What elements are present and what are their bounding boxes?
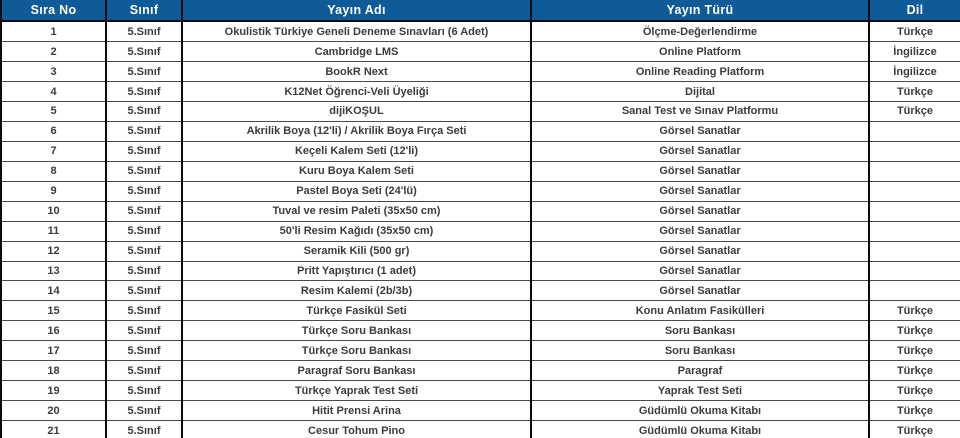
table-row [1, 421, 960, 438]
cell-sinif: 5.Sınıf [106, 221, 182, 241]
cell-yayin-turu: Görsel Sanatlar [531, 121, 869, 141]
table-row [1, 62, 960, 82]
cell-sinif: 5.Sınıf [106, 361, 182, 381]
cell-dil [869, 121, 960, 141]
table-row [1, 321, 960, 341]
cell-dil [869, 261, 960, 281]
cell-sira-no: 1 [1, 21, 106, 42]
cell-yayin-adi: Okulistik Türkiye Geneli Deneme Sınavları (6 Adet) [182, 21, 531, 42]
cell-yayin-turu: Dijital [531, 82, 869, 102]
column-header-sira-no: Sıra No [1, 0, 106, 21]
cell-sinif: 5.Sınıf [106, 161, 182, 181]
cell-dil: Türkçe [869, 82, 960, 102]
cell-sira-no: 11 [1, 221, 106, 241]
cell-sira-no: 13 [1, 261, 106, 281]
table-head [1, 0, 960, 21]
cell-yayin-adi: Kuru Boya Kalem Seti [182, 161, 531, 181]
cell-sinif: 5.Sınıf [106, 241, 182, 261]
table-row [1, 261, 960, 281]
table-row [1, 42, 960, 62]
cell-yayin-adi: Akrilik Boya (12'li) / Akrilik Boya Fırça Seti [182, 121, 531, 141]
cell-sira-no: 17 [1, 341, 106, 361]
cell-yayin-turu: Soru Bankası [531, 321, 869, 341]
cell-dil: Türkçe [869, 361, 960, 381]
cell-sira-no: 10 [1, 201, 106, 221]
cell-yayin-turu: Güdümlü Okuma Kitabı [531, 421, 869, 438]
table-row [1, 341, 960, 361]
cell-dil [869, 221, 960, 241]
cell-dil: Türkçe [869, 381, 960, 401]
cell-sinif: 5.Sınıf [106, 141, 182, 161]
cell-yayin-adi: dijiKOŞUL [182, 102, 531, 122]
cell-yayin-turu: Konu Anlatım Fasikülleri [531, 301, 869, 321]
cell-yayin-turu: Yaprak Test Seti [531, 381, 869, 401]
cell-sira-no: 21 [1, 421, 106, 438]
cell-sira-no: 16 [1, 321, 106, 341]
header-row [1, 0, 960, 21]
cell-sinif: 5.Sınıf [106, 261, 182, 281]
cell-yayin-turu: Online Platform [531, 42, 869, 62]
cell-yayin-adi: Pritt Yapıştırıcı (1 adet) [182, 261, 531, 281]
cell-sinif: 5.Sınıf [106, 102, 182, 122]
cell-yayin-adi: Türkçe Yaprak Test Seti [182, 381, 531, 401]
cell-sira-no: 6 [1, 121, 106, 141]
cell-dil: İngilizce [869, 42, 960, 62]
table-body [1, 21, 960, 438]
cell-dil [869, 181, 960, 201]
cell-yayin-adi: 50'li Resim Kağıdı (35x50 cm) [182, 221, 531, 241]
cell-sinif: 5.Sınıf [106, 341, 182, 361]
cell-sinif: 5.Sınıf [106, 321, 182, 341]
cell-sira-no: 9 [1, 181, 106, 201]
cell-yayin-adi: Resim Kalemi (2b/3b) [182, 281, 531, 301]
cell-sinif: 5.Sınıf [106, 21, 182, 42]
cell-yayin-turu: Güdümlü Okuma Kitabı [531, 401, 869, 421]
cell-sinif: 5.Sınıf [106, 62, 182, 82]
cell-sinif: 5.Sınıf [106, 201, 182, 221]
cell-yayin-turu: Görsel Sanatlar [531, 281, 869, 301]
cell-sira-no: 8 [1, 161, 106, 181]
table-row [1, 141, 960, 161]
cell-yayin-turu: Sanal Test ve Sınav Platformu [531, 102, 869, 122]
cell-sira-no: 4 [1, 82, 106, 102]
column-header-sinif: Sınıf [106, 0, 182, 21]
cell-yayin-adi: BookR Next [182, 62, 531, 82]
cell-sira-no: 14 [1, 281, 106, 301]
cell-yayin-turu: Görsel Sanatlar [531, 161, 869, 181]
cell-sinif: 5.Sınıf [106, 82, 182, 102]
cell-dil: Türkçe [869, 401, 960, 421]
cell-yayin-turu: Ölçme-Değerlendirme [531, 21, 869, 42]
table-row [1, 161, 960, 181]
cell-yayin-adi: Cesur Tohum Pino [182, 421, 531, 438]
table-row [1, 21, 960, 42]
cell-sinif: 5.Sınıf [106, 281, 182, 301]
cell-yayin-adi: Hitit Prensi Arina [182, 401, 531, 421]
cell-dil: İngilizce [869, 62, 960, 82]
cell-dil: Türkçe [869, 341, 960, 361]
cell-dil [869, 281, 960, 301]
table-row [1, 281, 960, 301]
cell-yayin-adi: Seramik Kili (500 gr) [182, 241, 531, 261]
table-row [1, 181, 960, 201]
table-row [1, 361, 960, 381]
table-row [1, 241, 960, 261]
cell-yayin-adi: Keçeli Kalem Seti (12'li) [182, 141, 531, 161]
table-row [1, 121, 960, 141]
cell-dil: Türkçe [869, 301, 960, 321]
cell-sinif: 5.Sınıf [106, 401, 182, 421]
column-header-dil: Dil [869, 0, 960, 21]
table-row [1, 301, 960, 321]
table-row [1, 102, 960, 122]
cell-yayin-adi: Türkçe Fasikül Seti [182, 301, 531, 321]
cell-yayin-turu: Görsel Sanatlar [531, 181, 869, 201]
cell-dil: Türkçe [869, 421, 960, 438]
cell-yayin-turu: Görsel Sanatlar [531, 241, 869, 261]
cell-sira-no: 5 [1, 102, 106, 122]
cell-yayin-adi: Pastel Boya Seti (24'lü) [182, 181, 531, 201]
cell-yayin-adi: Tuval ve resim Paleti (35x50 cm) [182, 201, 531, 221]
cell-yayin-turu: Görsel Sanatlar [531, 201, 869, 221]
cell-sira-no: 2 [1, 42, 106, 62]
cell-yayin-adi: Cambridge LMS [182, 42, 531, 62]
column-header-yayin-turu: Yayın Türü [531, 0, 869, 21]
table-row [1, 201, 960, 221]
cell-sinif: 5.Sınıf [106, 42, 182, 62]
table-row [1, 381, 960, 401]
cell-dil: Türkçe [869, 21, 960, 42]
cell-yayin-turu: Görsel Sanatlar [531, 261, 869, 281]
cell-sinif: 5.Sınıf [106, 181, 182, 201]
cell-sira-no: 3 [1, 62, 106, 82]
cell-dil [869, 201, 960, 221]
cell-yayin-adi: Paragraf Soru Bankası [182, 361, 531, 381]
cell-yayin-turu: Görsel Sanatlar [531, 221, 869, 241]
cell-sinif: 5.Sınıf [106, 121, 182, 141]
cell-sinif: 5.Sınıf [106, 301, 182, 321]
cell-yayin-turu: Online Reading Platform [531, 62, 869, 82]
table-row [1, 401, 960, 421]
cell-dil [869, 241, 960, 261]
cell-sira-no: 18 [1, 361, 106, 381]
column-header-yayin-adi: Yayın Adı [182, 0, 531, 21]
cell-dil [869, 141, 960, 161]
cell-yayin-turu: Görsel Sanatlar [531, 141, 869, 161]
cell-sira-no: 19 [1, 381, 106, 401]
cell-dil: Türkçe [869, 102, 960, 122]
cell-yayin-turu: Paragraf [531, 361, 869, 381]
cell-dil: Türkçe [869, 321, 960, 341]
table-row [1, 221, 960, 241]
cell-sira-no: 20 [1, 401, 106, 421]
cell-dil [869, 161, 960, 181]
cell-yayin-adi: K12Net Öğrenci-Veli Üyeliği [182, 82, 531, 102]
cell-sira-no: 15 [1, 301, 106, 321]
cell-yayin-adi: Türkçe Soru Bankası [182, 321, 531, 341]
cell-sinif: 5.Sınıf [106, 381, 182, 401]
cell-sira-no: 12 [1, 241, 106, 261]
table-row [1, 82, 960, 102]
cell-yayin-adi: Türkçe Soru Bankası [182, 341, 531, 361]
cell-yayin-turu: Soru Bankası [531, 341, 869, 361]
cell-sinif: 5.Sınıf [106, 421, 182, 438]
cell-sira-no: 7 [1, 141, 106, 161]
